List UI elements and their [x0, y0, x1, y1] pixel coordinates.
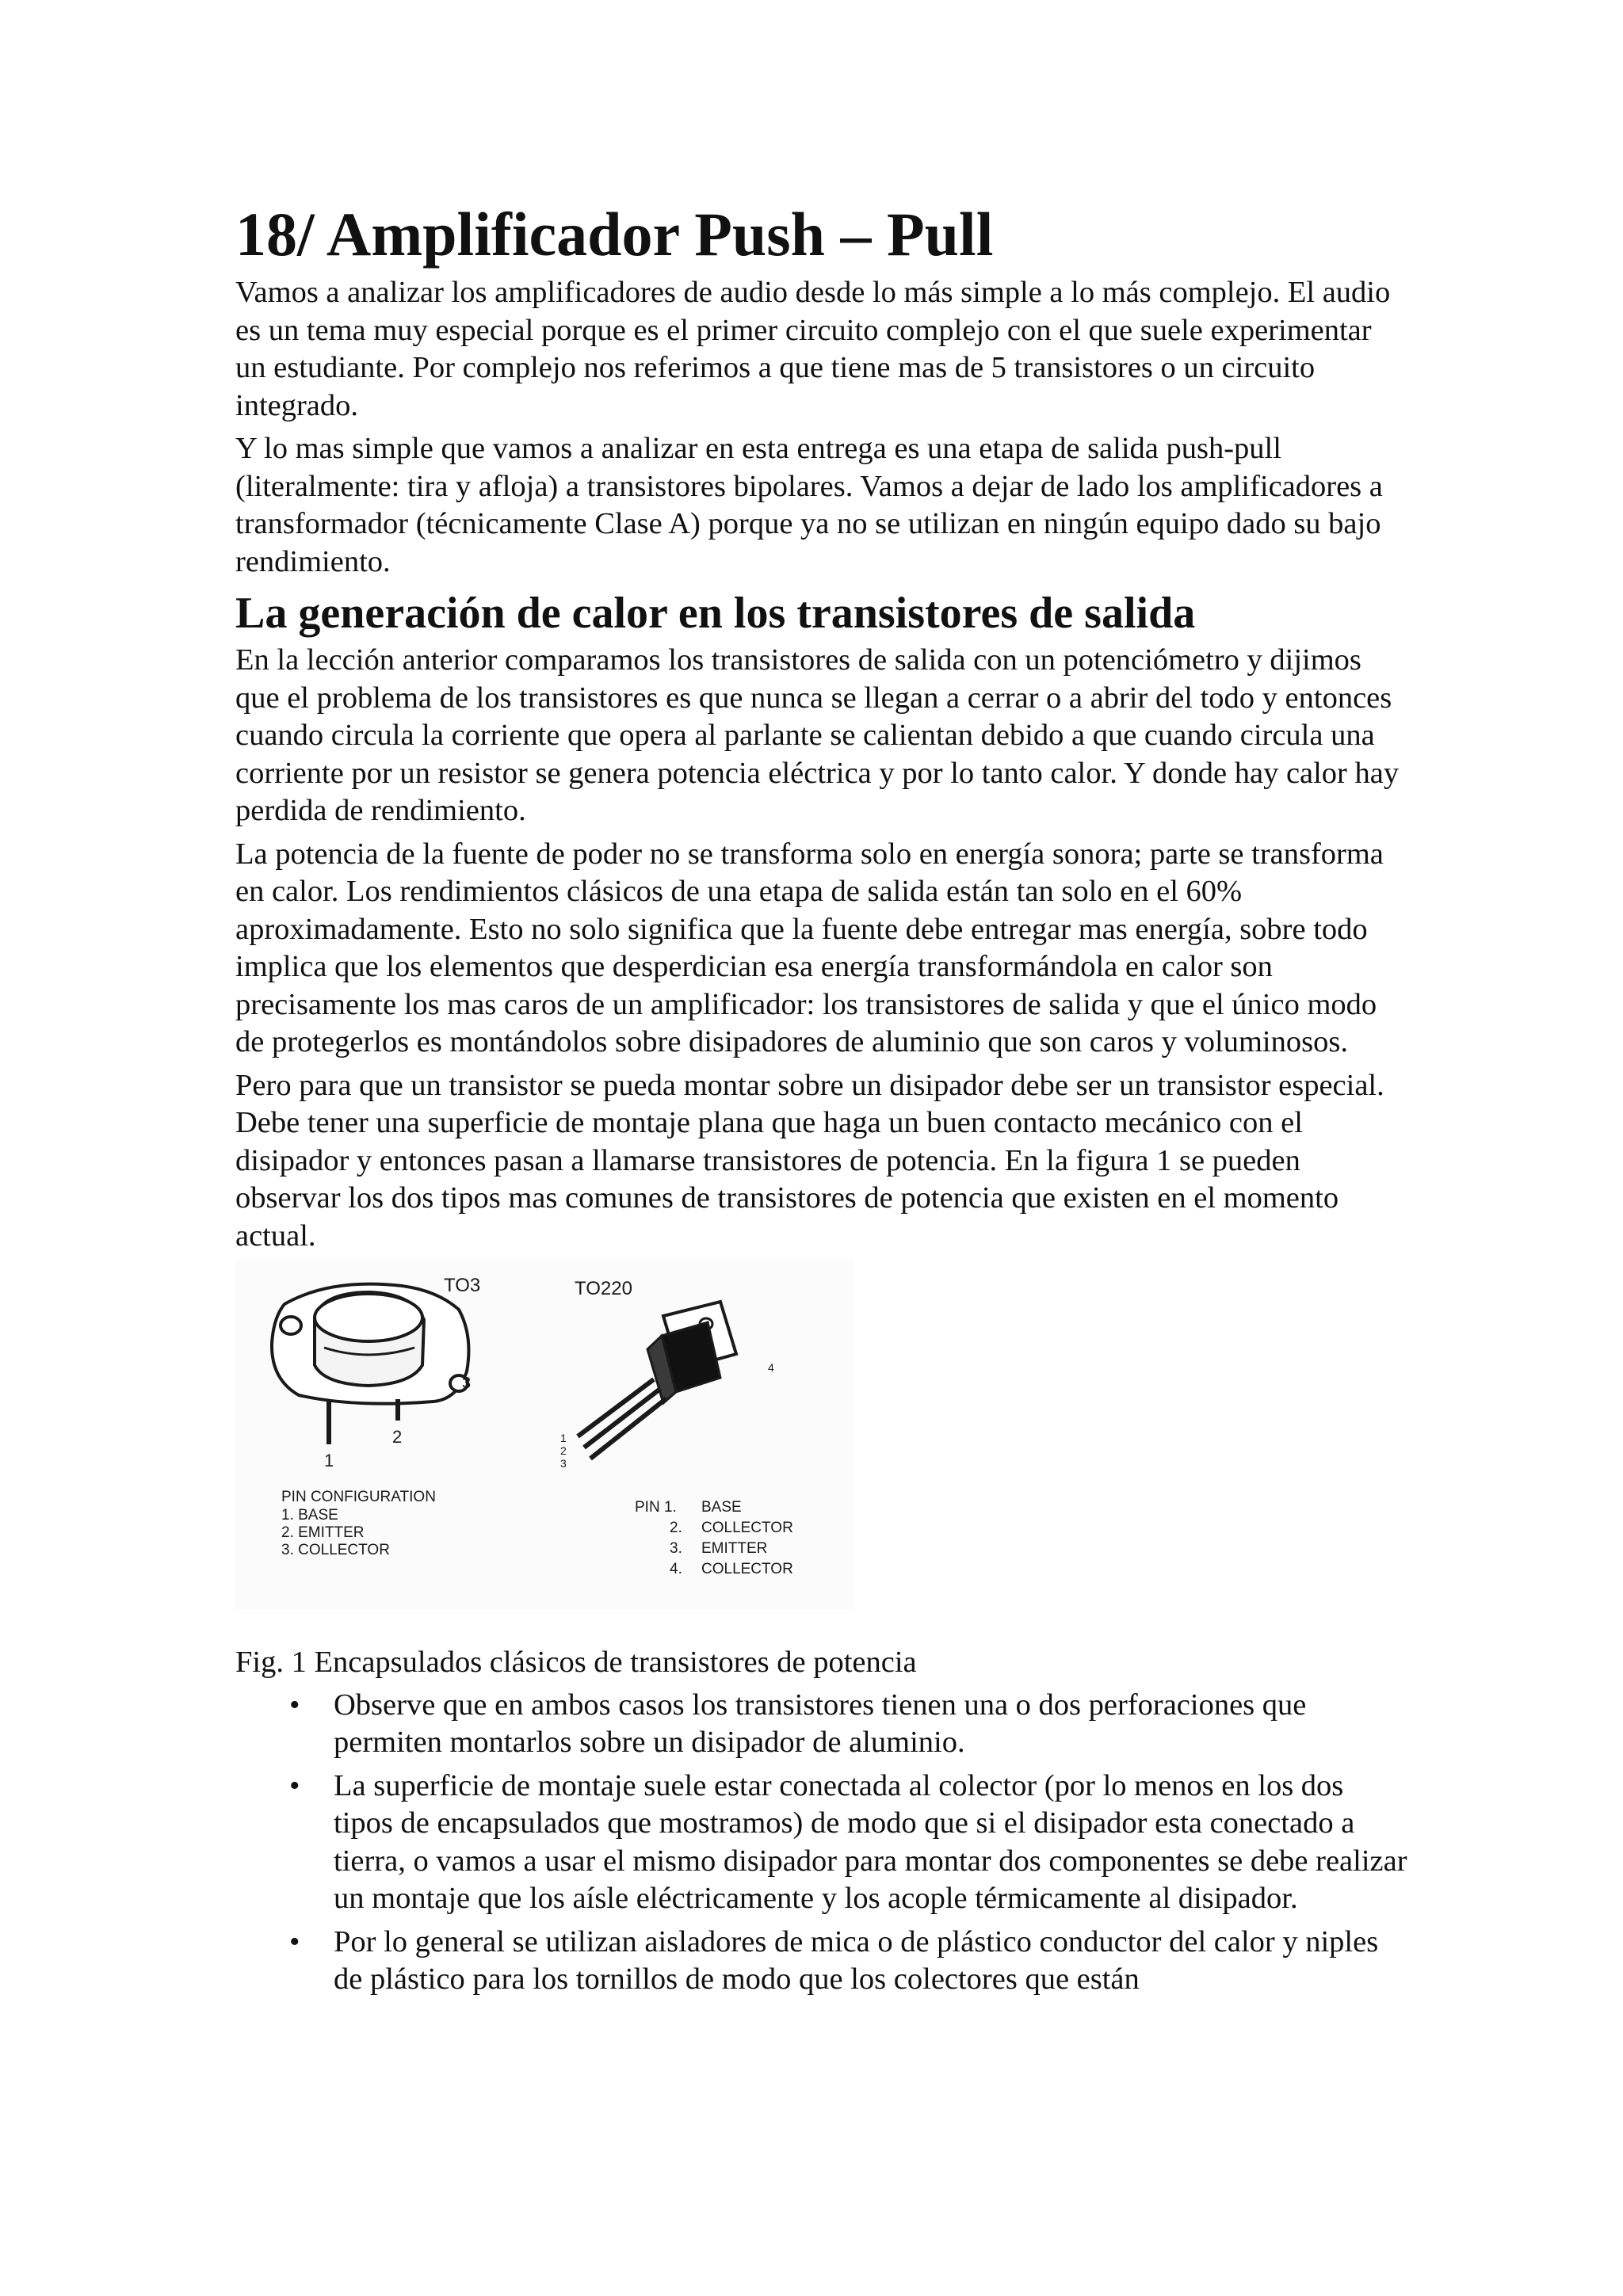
- to3-label: TO3: [444, 1275, 481, 1296]
- section-paragraph-2: La potencia de la fuente de poder no se transforma solo en energía sonora; parte se transforma en calor. Los rendimientos clásicos de una etapa de salida están tan solo en el 60% aproximadamente. Esto no solo significa que la fuente debe entregar mas energía, sobre todo implica que los elementos que desperdician esa energía transformándola en calor son precisamente los mas caros de un amplificador: los transistores de salida y que el único modo de protegerlos es montándolos sobre disipadores de aluminio que son caros y voluminosos.: [235, 837, 1384, 1058]
- to220-pin-name-4: COLLECTOR: [701, 1561, 793, 1577]
- to220-pin3-number: 3: [560, 1457, 567, 1470]
- figure-caption: Fig. 1 Encapsulados clásicos de transistores de potencia: [235, 1646, 917, 1679]
- to3-package-drawing: [272, 1284, 468, 1444]
- to220-pin2-number: 2: [560, 1444, 567, 1457]
- to3-pin2-number: 2: [392, 1427, 403, 1447]
- to3-config-line-2: 2. EMITTER: [281, 1524, 365, 1541]
- list-item: [235, 1768, 1408, 1918]
- to220-label: TO220: [575, 1278, 632, 1299]
- list-item: [235, 1924, 1408, 1999]
- intro-paragraph-2: Y lo mas simple que vamos a analizar en esta entrega es una etapa de salida push-pull (literalmente: tira y afloja) a transistores bipolares. Vamos a dejar de lado los amplificadores a transformador (técnicamente Clase A) porque ya no se utilizan en ningún equipo dado su bajo rendimiento.: [235, 432, 1383, 578]
- document-page: [235, 198, 1408, 2004]
- to3-config-title: PIN CONFIGURATION: [281, 1489, 436, 1505]
- to220-pin-title: PIN 1.: [635, 1499, 677, 1516]
- to220-pin-name-2: COLLECTOR: [701, 1520, 793, 1536]
- bullet-list: [235, 1687, 1408, 1999]
- section-heading: La generación de calor en los transistores de salida: [235, 589, 1196, 638]
- to3-pin1-number: 1: [324, 1451, 334, 1470]
- to220-pin1-number: 1: [560, 1432, 567, 1444]
- section-paragraph-1: En la lección anterior comparamos los transistores de salida con un potenciómetro y dijimos que el problema de los transistores es que nunca se llegan a cerrar o a abrir del todo y entonces cuando circula la corriente que opera al parlante se calientan debido a que cuando circula una corriente por un resistor se genera potencia eléctrica y por lo tanto calor. Y donde hay calor hay perdida de rendimiento.: [235, 643, 1400, 827]
- section-paragraph-3: Pero para que un transistor se pueda montar sobre un disipador debe ser un transistor especial. Debe tener una superficie de montaje plana que haga un buen contacto mecánico con el disipador y entonces pasan a llamarse transistores de potencia. En la figura 1 se pueden observar los dos tipos mas comunes de transistores de potencia que existen en el momento actual.: [235, 1068, 1384, 1253]
- figure-transistor-packages: [235, 1261, 854, 1609]
- page-title: 18/ Amplificador Push – Pull: [235, 200, 994, 269]
- to220-pin-num-4: 4.: [670, 1561, 682, 1577]
- list-item-text: Por lo general se utilizan aisladores de mica o de plástico conductor del calor y niples de plástico para los tornillos de modo que los colectores que están: [334, 1924, 1379, 1996]
- bullet-icon: •: [289, 1924, 300, 1958]
- bullet-icon: •: [289, 1768, 300, 1802]
- intro-paragraph-1: Vamos a analizar los amplificadores de audio desde lo más simple a lo más complejo. El audio es un tema muy especial porque es el primer circuito complejo con el que suele experimentar un estudiante. Por complejo nos referimos a que tiene mas de 5 transistores o un circuito integrado.: [235, 276, 1391, 422]
- list-item-text: La superficie de montaje suele estar conectada al colector (por lo menos en los dos tipos de encapsulados que mostramos) de modo que si el disipador esta conectado a tierra, o vamos a usar el mismo disipador para montar dos componentes se debe realizar un montaje que los aísle eléctricamente y los acople térmicamente al disipador.: [334, 1768, 1407, 1915]
- to220-pin-name-1: BASE: [701, 1499, 742, 1516]
- list-item-text: Observe que en ambos casos los transistores tienen una o dos perforaciones que permiten montarlos sobre un disipador de aluminio.: [334, 1688, 1307, 1759]
- to220-pin4-number: 4: [768, 1361, 774, 1374]
- to220-pin-num-2: 2.: [670, 1520, 682, 1536]
- to3-config-line-1: 1. BASE: [281, 1507, 338, 1524]
- bullet-icon: •: [289, 1688, 300, 1722]
- to3-pin3-number: 3: [462, 1375, 472, 1392]
- to220-package-drawing: [578, 1302, 736, 1459]
- to220-pin-name-3: EMITTER: [701, 1540, 768, 1557]
- to3-config-line-3: 3. COLLECTOR: [281, 1542, 390, 1558]
- to220-pin-num-3: 3.: [670, 1540, 682, 1557]
- list-item: [235, 1687, 1408, 1762]
